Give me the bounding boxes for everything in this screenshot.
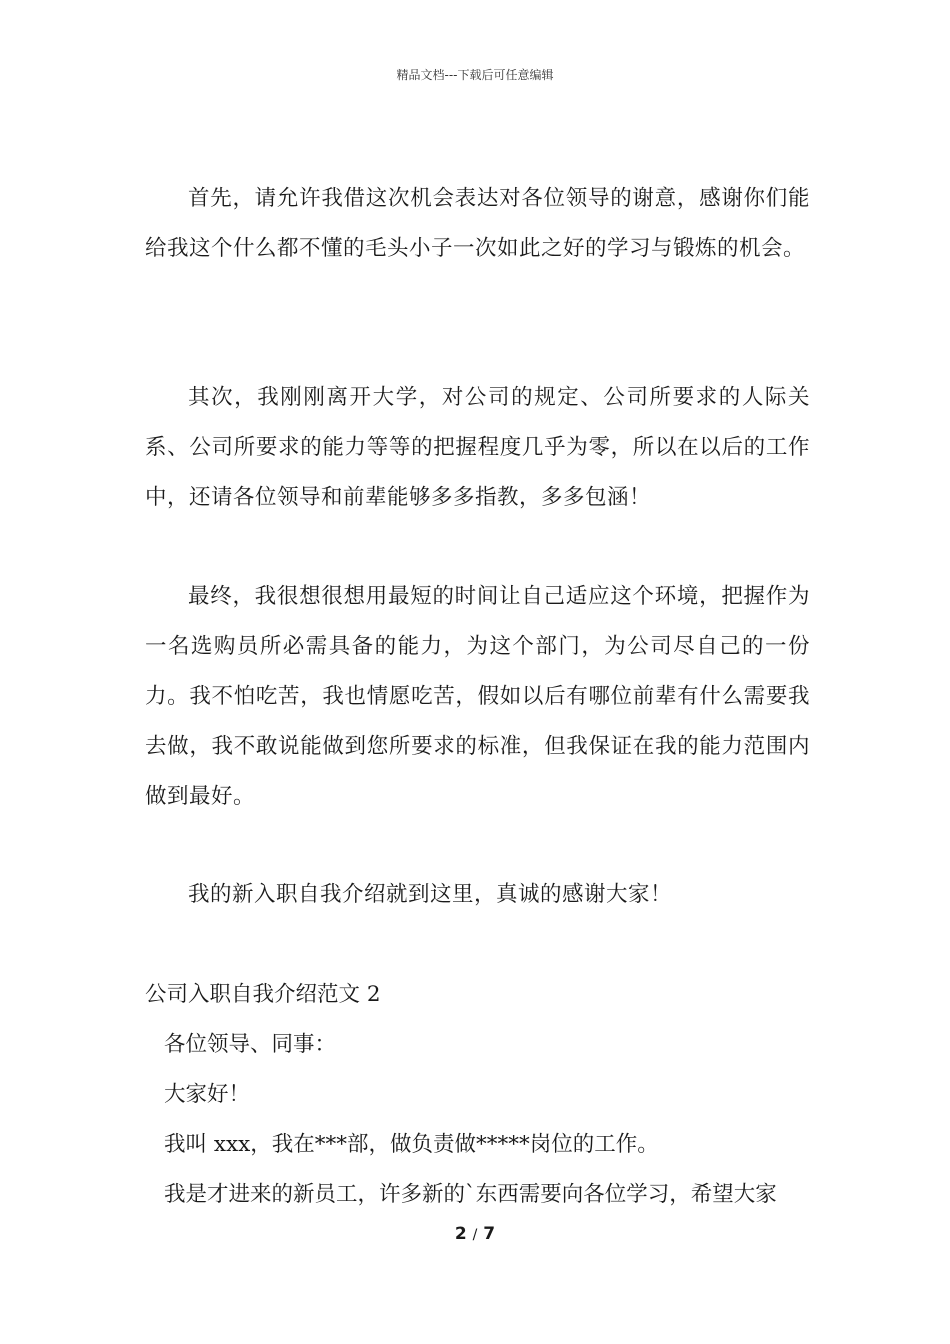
current-page: 2 — [454, 1224, 467, 1244]
paragraph-1-block — [145, 174, 810, 274]
paragraph-2-block — [145, 373, 810, 523]
page-header: 精品文档---下载后可任意编辑 — [396, 68, 554, 82]
intro-line: 我叫 xxx，我在***部，做负责做*****岗位的工作。 — [164, 1132, 659, 1157]
paragraph-4-block — [145, 870, 810, 920]
paragraph: 首先，请允许我借这次机会表达对各位领导的谢意，感谢你们能给我这个什么都不懂的毛头小子一次如此之好的学习与锻炼的机会。 — [145, 186, 810, 261]
page-separator: / — [472, 1227, 478, 1243]
greeting-line: 各位领导、同事： — [164, 1032, 337, 1057]
total-pages: 7 — [483, 1224, 496, 1244]
paragraph: 最终，我很想很想用最短的时间让自己适应这个环境，把握作为一名选购员所必需具备的能力，为这个部门，为公司尽自己的一份力。我不怕吃苦，我也情愿吃苦，假如以后有哪位前辈有什么需要我去做，我不敢说能做到您所要求的标准，但我保证在我的能力范围内做到最好。 — [145, 584, 810, 809]
paragraph: 其次，我刚刚离开大学，对公司的规定、公司所要求的人际关系、公司所要求的能力等等的把握程度几乎为零，所以在以后的工作中，还请各位领导和前辈能够多多指教，多多包涵！ — [145, 385, 810, 510]
section-title: 公司入职自我介绍范文 2 — [145, 982, 381, 1007]
newcomer-line: 我是才进来的新员工，许多新的`东西需要向各位学习，希望大家 — [164, 1182, 777, 1207]
paragraph-3-block — [145, 572, 810, 822]
page-number — [0, 1224, 950, 1244]
hello-line: 大家好！ — [164, 1082, 251, 1107]
paragraph: 我的新入职自我介绍就到这里，真诚的感谢大家！ — [188, 882, 673, 907]
